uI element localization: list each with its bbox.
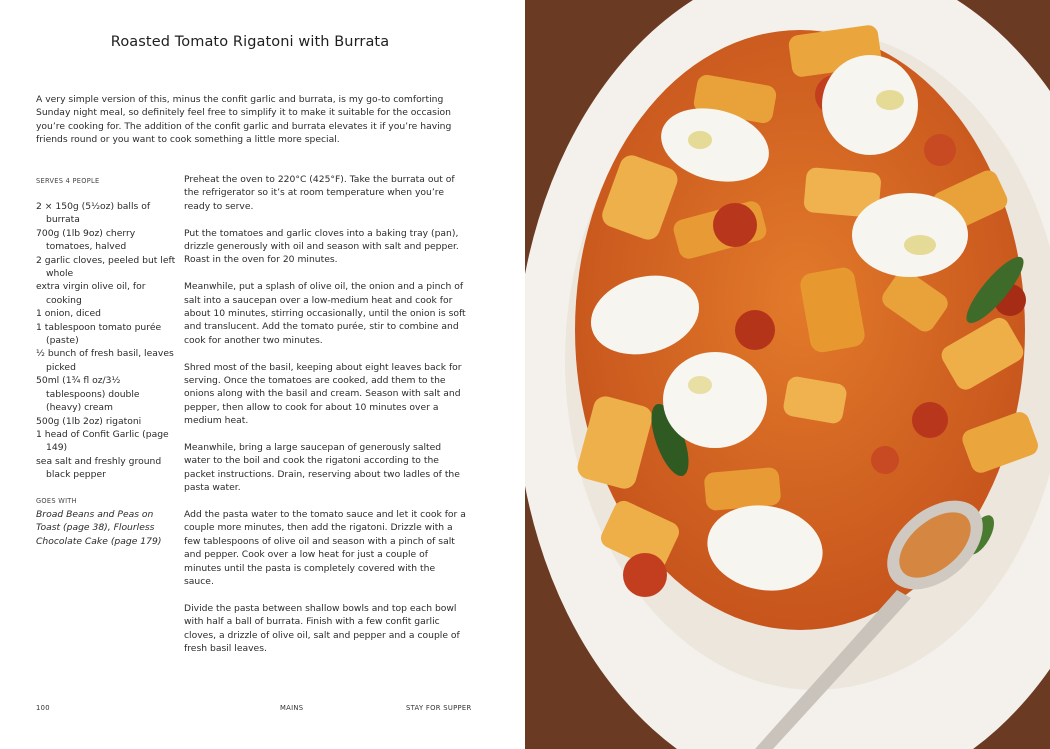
dish-photo (525, 0, 1050, 749)
ingredient-list (36, 200, 176, 482)
ingredient-item: 1 onion, diced (36, 308, 101, 320)
ingredient-item: 500g (1lb 2oz) rigatoni (36, 415, 142, 427)
method-step: Divide the pasta between shallow bowls and top each bowl with half a ball of burrata. Finish with a few confit garlic cloves, a drizzle of olive oil, salt and pepper and a couple of fresh basil leaves. (184, 602, 460, 655)
goes-with-text: Broad Beans and Peas on Toast (page 38), Flourless Chocolate Cake (page 179) (36, 509, 162, 547)
method-step: Put the tomatoes and garlic cloves into a baking tray (pan), drizzle generously with oil and season with salt and pepper. Roast in the oven for 20 minutes. (184, 227, 459, 266)
serves-label: SERVES 4 PEOPLE (36, 177, 100, 185)
ingredient-item: 2 × 150g (5½oz) balls of burrata (36, 201, 151, 226)
recipe-title: Roasted Tomato Rigatoni with Burrata (110, 34, 390, 50)
method-step: Preheat the oven to 220°C (425°F). Take the burrata out of the refrigerator so it’s at room temperature when you’re ready to serve. (184, 174, 455, 212)
pasta-plate-illustration (525, 0, 1050, 749)
goes-with-label: GOES WITH (36, 497, 77, 505)
method-steps (184, 173, 466, 669)
ingredient-item: extra virgin olive oil, for cooking (36, 281, 146, 306)
method-step: Meanwhile, put a splash of olive oil, the onion and a pinch of salt into a saucepan over a low-medium heat and cook for about 10 minutes, stirring occasionally, until the onion is soft and translucent. Add the tomato purée, stir to combine and cook for another two minutes. (184, 281, 466, 346)
ingredient-item: 2 garlic cloves, peeled but left whole (36, 254, 176, 280)
method-step: Shred most of the basil, keeping about eight leaves back for serving. Once the tomatoes are cooked, add them to the onions along with the basil and cream. Season with salt and pepper, then allow to cook for about 10 minutes over a medium heat. (184, 361, 462, 427)
method-step: Meanwhile, bring a large saucepan of generously salted water to the boil and cook the rigatoni according to the packet instructions. Drain, reserving about two ladles of the pasta water. (184, 442, 460, 494)
ingredient-item: 700g (1lb 9oz) cherry tomatoes, halved (36, 227, 136, 253)
recipe-intro: A very simple version of this, minus the confit garlic and burrata, is my go-to comforting Sunday night meal, so definitely feel free to simplify it to make it suitable for the occasion you’re cooking for. The addition of the confit garlic and burrata elevates it if you’re having friends round or you want to cook something a little more special. (36, 94, 452, 146)
book-title: STAY FOR SUPPER (406, 704, 472, 712)
ingredient-item: ½ bunch of fresh basil, leaves picked (36, 348, 174, 373)
ingredient-item: 1 tablespoon tomato purée (paste) (36, 321, 162, 347)
method-step: Add the pasta water to the tomato sauce and let it cook for a couple more minutes, then add the rigatoni. Drizzle with a few tablespoons of olive oil and season with a pinch of salt and pepper. Cook over a low heat for just a couple of minutes until the pasta is completely covered with the sauce. (184, 509, 466, 588)
ingredient-item: 1 head of Confit Garlic (page 149) (36, 428, 169, 454)
ingredient-item: sea salt and freshly ground black pepper (36, 455, 162, 481)
ingredient-item: 50ml (1¾ fl oz/3½ tablespoons) double (heavy) cream (36, 375, 140, 414)
page-number: 100 (36, 704, 50, 712)
section-name: MAINS (280, 704, 304, 712)
